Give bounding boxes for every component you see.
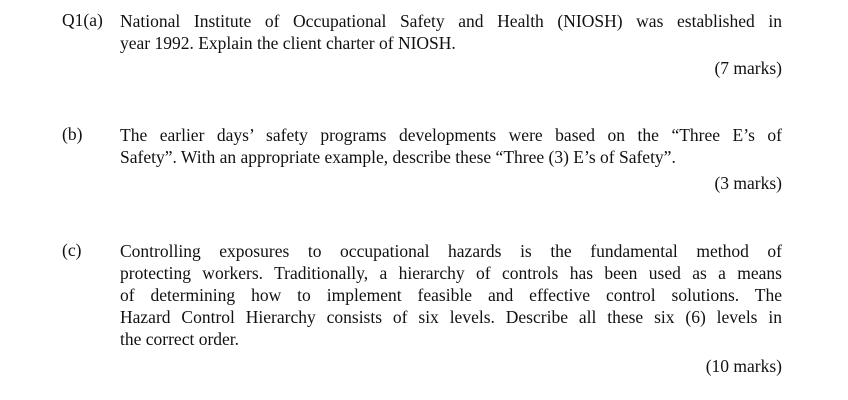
- question-line: Hazard Control Hierarchy consists of six levels. Describe all these six (6) levels in: [120, 307, 782, 327]
- question-text: [120, 124, 782, 168]
- question-line: protecting workers. Traditionally, a hierarchy of controls has been used as a means: [120, 263, 782, 283]
- question-text: [120, 10, 782, 54]
- question-line: year 1992. Explain the client charter of NIOSH.: [120, 33, 456, 53]
- question-line: National Institute of Occupational Safety and Health (NIOSH) was established in: [120, 11, 782, 31]
- question-line: the correct order.: [120, 329, 240, 349]
- question-label: (b): [62, 124, 83, 144]
- marks-label: (7 marks): [714, 58, 782, 78]
- question-line: Controlling exposures to occupational hazards is the fundamental method of: [120, 241, 782, 261]
- question-line: The earlier days’ safety programs developments were based on the “Three E’s of: [120, 125, 782, 145]
- question-label: Q1(a): [62, 10, 103, 30]
- question-text: [120, 240, 782, 350]
- marks-label: (3 marks): [714, 173, 782, 193]
- question-line: Safety”. With an appropriate example, describe these “Three (3) E’s of Safety”.: [120, 147, 676, 167]
- question-line: of determining how to implement feasible and effective control solutions. The: [120, 285, 782, 305]
- question-label: (c): [62, 240, 82, 260]
- marks-label: (10 marks): [705, 356, 782, 376]
